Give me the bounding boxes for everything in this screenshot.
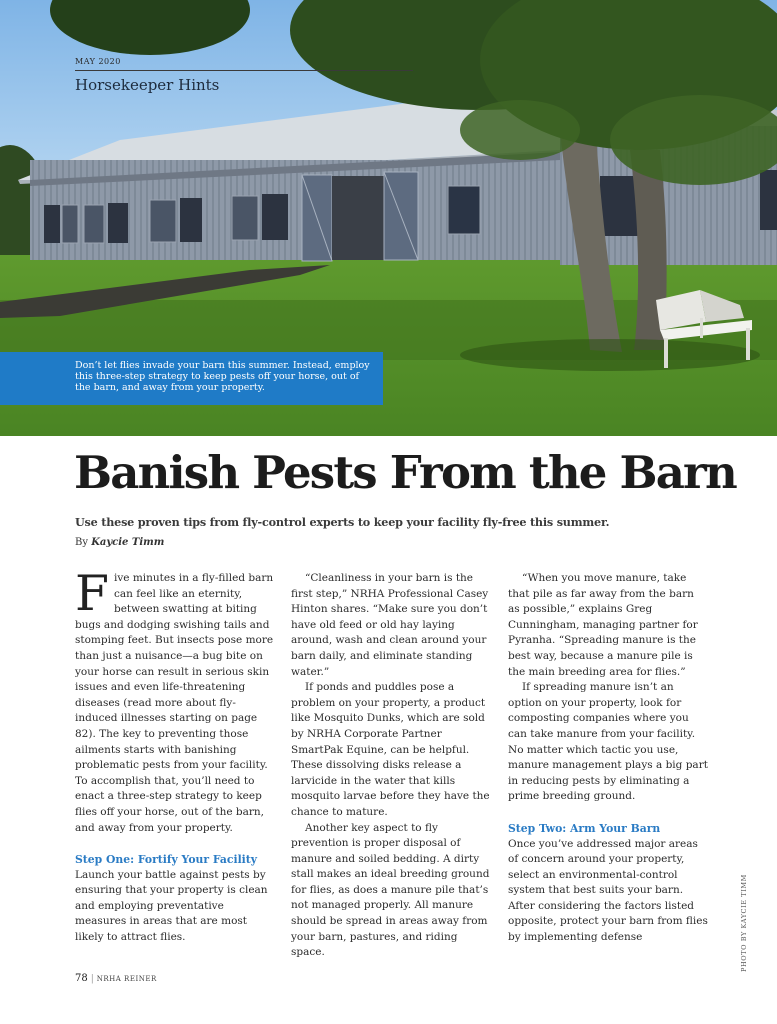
paragraph: If ponds and puddles pose a problem on your property, a product like Mosquito Dunks, which are sold by NRHA Corporate Partner SmartPak Equine, can be helpful. These dissolving disks release a larvicide in the water that kills mosquito larvae before they have the chance to mature. [291, 681, 490, 818]
author-name: Kaycie Timm [91, 537, 165, 548]
page-number: 78 [75, 973, 88, 984]
header-rule [75, 70, 413, 71]
folio-separator: | [90, 974, 94, 984]
drop-cap: F [75, 565, 109, 622]
photo-caption: Don’t let flies invade your barn this summer. Instead, employ this three-step strategy to keep pests off your horse, out of the barn, and away from your property. [75, 360, 370, 393]
paragraph: If spreading manure isn’t an option on your property, look for composting companies where you can take manure from your facility. No matter which tactic you use, manure management plays a big part in reducing pests by eliminating a prime breeding ground. [508, 681, 708, 803]
article-headline: Banish Pests From the Barn [74, 446, 736, 499]
paragraph [75, 565, 275, 836]
photo-credit [740, 852, 750, 972]
paragraph: Launch your battle against pests by ensuring that your property is clean and employing preventative measures in areas that are most likely to attract flies. [75, 868, 268, 944]
byline-prefix: By [75, 537, 88, 548]
magazine-name: NRHA REINER [96, 975, 157, 983]
paragraph: Another key aspect to fly prevention is proper disposal of manure and soiled bedding. A dirty stall makes an ideal breeding ground for flies, as does a manure pile that’s not managed properly. All manure should be spread in areas away from your barn, pastures, and riding space. [291, 821, 490, 959]
article-column-2 [291, 571, 491, 961]
subhead-step-two: Step Two: Arm Your Barn [508, 821, 661, 835]
section-title: Horsekeeper Hints [75, 76, 220, 94]
issue-date: MAY 2020 [75, 57, 121, 66]
article-column-3 [508, 571, 708, 946]
paragraph: “When you move manure, take that pile as far away from the barn as possible,” explains Greg Cunningham, managing partner for Pyranha. “Spreading manure is the best way, because a manure pile is the main breeding area for flies.” [508, 572, 698, 678]
photo-caption-box [0, 352, 383, 405]
photo-credit-text: PHOTO BY KAYCIE TIMM [740, 874, 748, 972]
article-deck: Use these proven tips from fly-control experts to keep your facility fly-free this summer. [75, 515, 610, 529]
article-column-1 [75, 565, 275, 946]
page-folio [75, 973, 157, 984]
paragraph-text: ive minutes in a fly-filled barn can feel like an eternity, between swatting at biting bugs and dodging swishing tails and stomping feet. But insects pose more than just a nuisance—a bug bite on your horse can result in serious skin issues and even life-threatening diseases (read more about fly-induced illnesses starting on page 82). The key to preventing those ailments starts with banishing problematic pests from your facility. To accomplish that, you’ll need to enact a three-step strategy to keep flies off your horse, out of the barn, and away from your property. [75, 572, 274, 834]
subhead-step-one: Step One: Fortify Your Facility [75, 853, 258, 867]
byline [75, 537, 164, 548]
paragraph: “Cleanliness in your barn is the first step,” NRHA Professional Casey Hinton shares. “Make sure you don’t have old feed or old hay laying around, wash and clean around your barn daily, and eliminate standing water.” [291, 572, 489, 678]
paragraph: Once you’ve addressed major areas of concern around your property, select an environmental-control system that best suits your barn. After considering the factors listed opposite, protect your barn from flies by implementing defense [508, 837, 708, 944]
